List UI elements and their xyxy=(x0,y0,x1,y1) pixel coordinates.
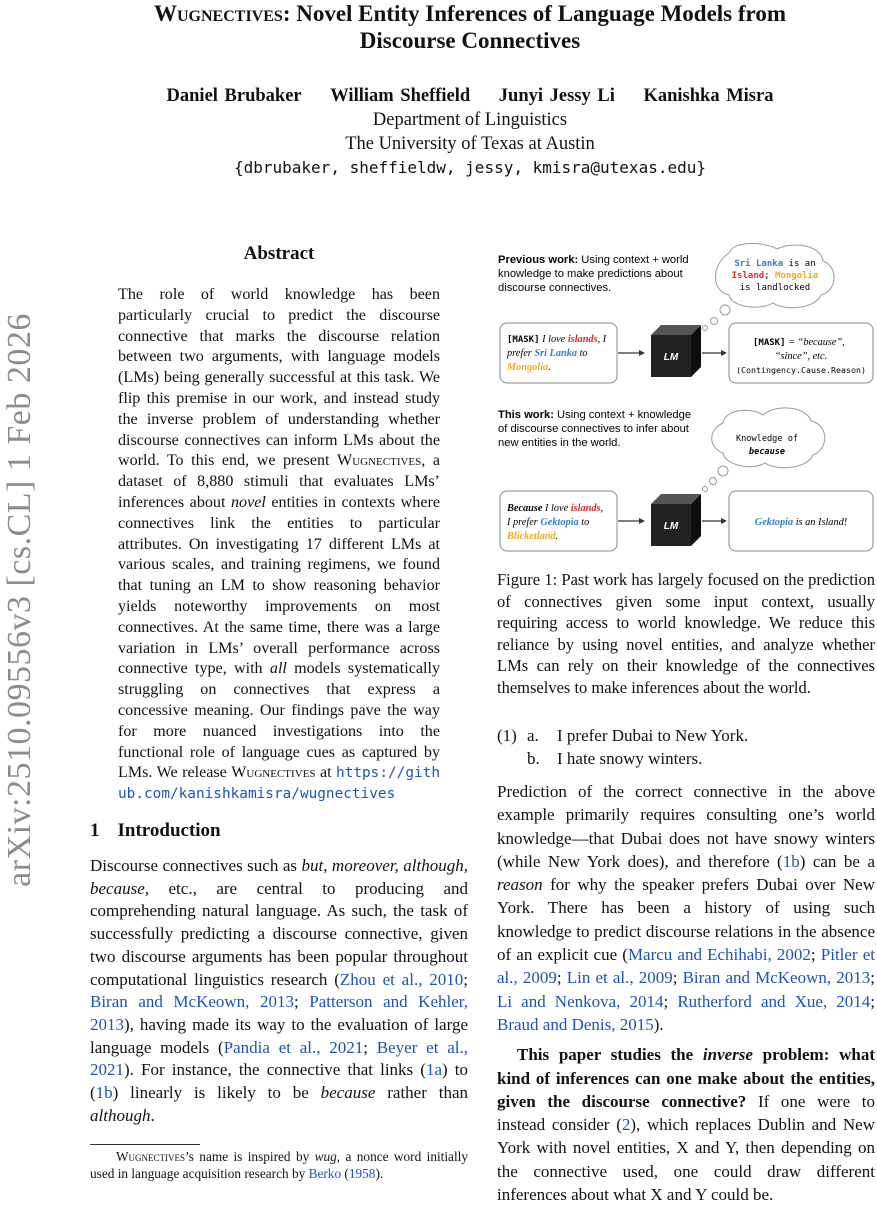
author-name: Kanishka Misra xyxy=(643,86,774,106)
abstract-body xyxy=(118,285,440,805)
body-text: Discourse connectives such as xyxy=(90,856,302,875)
citation-link[interactable]: Lin et al., 2009 xyxy=(566,968,673,988)
thought1-line1: Sri Lanka is an xyxy=(734,259,816,269)
thought-bubble-icon xyxy=(703,326,708,331)
abstract-emphasis: all xyxy=(269,660,287,678)
body-bold: problem: what kind of inferences can one make about the entities, given the discourse connective? xyxy=(497,1045,875,1111)
fig-prev-line2: knowledge to make predictions about xyxy=(498,268,683,280)
fig-prev-line3: discourse connectives. xyxy=(498,282,612,294)
figure-caption: Figure 1: Past work has largely focused on the prediction of connectives given some input context, usually requiring access to world knowledge. We reduce this reliance by using novel entities, and analyze whether LMs can rely on their knowledge of the connectives themselves to make inferences about the world. xyxy=(497,570,875,697)
fig-prev-heading: Previous work: Using context + world xyxy=(498,254,689,266)
arrow-head-icon xyxy=(721,350,727,356)
body-text: ), which replaces Dublin and New York with novel entities, X and Y, then depending on the connective used, one could draw different inferences about what X and Y could be. xyxy=(497,1115,875,1205)
arrow-head-icon xyxy=(639,518,645,524)
body-text: Prediction of the correct connective in the above example primarily requires consulting one’s world knowledge—that Dubai does not have snowy winters (while New York does), and therefore ( xyxy=(497,782,875,871)
body-text: for why the speaker prefers Dubai over New York. There has been a history of using such knowledge to predict discourse relations in the absence of an explicit cue ( xyxy=(497,875,875,965)
citation-link[interactable]: Zhou et al., 2010 xyxy=(339,969,464,989)
citation-link[interactable]: Biran and McKeown, 2013 xyxy=(90,992,294,1012)
author-list xyxy=(90,86,850,107)
right-column-body xyxy=(497,780,875,1206)
example-ref-link[interactable]: 2 xyxy=(621,1115,631,1135)
dataset-name: Wugnectives xyxy=(116,1149,186,1164)
linguistic-example xyxy=(497,725,875,770)
title-line1: : Novel Entity Inferences of Language Models from xyxy=(282,1,786,26)
input1-line2: prefer Sri Lanka to xyxy=(507,348,588,359)
figure-1 xyxy=(495,243,875,560)
input1-line3: Mongolia. xyxy=(507,362,551,373)
input2-line2: I prefer Gektopia to xyxy=(507,517,590,528)
body-text: ). xyxy=(653,1014,664,1034)
arxiv-id: arXiv:2510.09556v3 [cs.CL] 1 Feb 2026 xyxy=(1,313,38,887)
body-bold: This paper studies the xyxy=(517,1045,703,1065)
body-text: rather than xyxy=(375,1083,468,1103)
body-text: ; xyxy=(870,991,875,1011)
footnote-text: ’s name is inspired by xyxy=(185,1149,315,1164)
university: The University of Texas at Austin xyxy=(345,134,595,154)
example-label: b. xyxy=(527,748,540,768)
body-text: If one were to instead consider ( xyxy=(497,1091,875,1135)
arrow-head-icon xyxy=(721,518,727,524)
lm-label: LM xyxy=(663,521,679,532)
body-emphasis: because xyxy=(320,1083,376,1103)
body-text: ; xyxy=(663,991,678,1011)
citation-link[interactable]: Li and Nenkova, 2014 xyxy=(497,991,664,1011)
example-number: (1) xyxy=(497,726,517,745)
example-text: I hate snowy winters. xyxy=(557,748,703,768)
abstract-heading: Abstract xyxy=(243,243,315,264)
arrow-head-icon xyxy=(639,350,645,356)
body-text: ; xyxy=(810,945,821,965)
abstract-text: entities in contexts where connectives link the entities to particular attributes. On investigating 17 different LMs at various scales, and training regimens, we found that tuning an LM to show reasoning behavior yields noteworthy improvements on most connectives. At the same time, there was a large variation in LMs’ overall performance across connective type, with xyxy=(118,493,440,678)
section-title: Introduction xyxy=(117,820,221,841)
example-text: I prefer Dubai to New York. xyxy=(557,726,749,745)
thought-bubble-icon xyxy=(710,478,717,485)
dataset-name: Wugnectives xyxy=(231,764,316,782)
citation-link[interactable]: Beyer et al., 2021 xyxy=(90,1037,468,1080)
paragraph xyxy=(497,780,875,1036)
input1-line1: [MASK] I love islands, I xyxy=(507,334,607,345)
lm-label: LM xyxy=(663,352,679,363)
output1-line2: “since”, etc. xyxy=(774,351,828,362)
thought1-line3: is landlocked xyxy=(739,283,811,293)
citation-link[interactable]: Biran and McKeown, 2013 xyxy=(682,968,871,988)
body-bold-emphasis: inverse xyxy=(702,1045,753,1065)
citation-link[interactable]: Berko xyxy=(308,1166,342,1181)
arxiv-sidebar xyxy=(0,0,42,1200)
section-heading-introduction xyxy=(90,820,221,842)
title-line2: Discourse Connectives xyxy=(359,28,581,53)
footnote-text: ( xyxy=(341,1166,349,1181)
citation-link[interactable]: Braud and Denis, 2015 xyxy=(497,1014,654,1034)
thought-bubble-icon xyxy=(703,487,708,492)
body-emphasis: but, moreover, although, because, xyxy=(90,856,468,898)
output2-text: Gektopia is an Island! xyxy=(754,517,848,528)
example-label: a. xyxy=(527,726,539,745)
dataset-name: Wugnectives xyxy=(337,452,422,470)
body-text: ). For instance, the connective that links ( xyxy=(124,1060,426,1080)
thought2-line1: Knowledge of xyxy=(735,434,799,444)
thought-bubble-icon xyxy=(720,305,730,315)
output1-line3: (Contingency.Cause.Reason) xyxy=(736,365,866,375)
citation-link[interactable]: Marcu and Echihabi, 2002 xyxy=(627,945,811,965)
body-text: ; xyxy=(363,1037,377,1057)
citation-link[interactable]: Patterson and Kehler, 2013 xyxy=(90,992,468,1034)
lm-cube-icon xyxy=(651,325,701,377)
footnote-rule xyxy=(90,1144,200,1145)
body-text: etc., are central to producing and comprehending natural language. As such, the task of successfully predicting a discourse connective, given two discourse arguments has been popular throughout computational linguistics research ( xyxy=(90,878,468,989)
body-text: ) can be a xyxy=(799,851,875,871)
title-dataset-name: Wugnectives xyxy=(154,1,283,26)
example-ref-link[interactable]: 1b xyxy=(782,851,800,871)
example-ref-link[interactable]: 1a xyxy=(425,1060,442,1080)
body-text: ; xyxy=(293,992,310,1012)
thought1-line2: Island; Mongolia xyxy=(731,271,819,281)
footnote xyxy=(90,1148,468,1182)
example-ref-link[interactable]: 1b xyxy=(95,1083,113,1103)
paragraph xyxy=(497,1043,875,1206)
citation-link[interactable]: Pandia et al., 2021 xyxy=(223,1037,364,1057)
body-text: ; xyxy=(463,969,468,989)
author-name: Junyi Jessy Li xyxy=(498,86,615,106)
footnote-text: ). xyxy=(375,1166,384,1181)
body-text: ) linearly is likely to be xyxy=(112,1083,321,1103)
author-emails: {dbrubaker, sheffieldw, jessy, kmisra@utexas.edu} xyxy=(233,158,706,177)
abstract-text: , a dataset of 8,880 stimuli that evaluates LMs’ inferences about xyxy=(118,452,440,511)
author-name: Daniel Brubaker xyxy=(166,86,302,106)
body-text: . xyxy=(150,1105,155,1125)
input2-line3: Blicketland. xyxy=(507,531,559,542)
example-row-a xyxy=(497,725,875,748)
output1-line1: [MASK] = “because”, xyxy=(753,337,845,348)
body-text: ; xyxy=(672,968,683,988)
body-emphasis: although xyxy=(90,1105,151,1125)
department: Department of Linguistics xyxy=(372,110,568,130)
abstract-text: at xyxy=(315,764,337,782)
lm-cube-icon xyxy=(651,494,701,546)
body-text: ), having made its way to the evaluation of large language models ( xyxy=(90,1014,468,1057)
footnote-emphasis: wug xyxy=(314,1149,337,1164)
body-text: ; xyxy=(870,968,875,988)
fig-this-heading: This work: Using context + knowledge xyxy=(498,409,692,421)
citation-link[interactable]: Rutherford and Xue, 2014 xyxy=(677,991,871,1011)
footnote-text: , a nonce word initially used in language acquisition research by xyxy=(90,1149,468,1181)
abstract-text: models systematically struggling on connectives that express a concessive meaning. Our findings pave the way for more nuanced investigations into the functional role of language cues as captured by LMs. We release xyxy=(118,660,441,782)
input2-line1: Because I love islands, xyxy=(507,503,604,514)
body-text: ; xyxy=(556,968,567,988)
citation-link[interactable]: 1958 xyxy=(348,1166,376,1181)
abstract-emphasis: novel xyxy=(230,493,266,511)
body-text: ) to ( xyxy=(90,1060,468,1103)
thought-bubble-icon xyxy=(711,318,718,325)
thought2-line2: because xyxy=(748,447,786,457)
abstract-text: The role of world knowledge has been particularly crucial to predict the discourse connective that marks the discourse relation between two arguments, with language models (LMs) being generally successful at this task. We flip this premise in our work, and instead study the inverse problem of understanding whether discourse connectives can inform LMs about the world. To this end, we present xyxy=(118,286,440,470)
author-name: William Sheffield xyxy=(330,86,471,106)
fig-this-line3: new entities in the world. xyxy=(498,437,621,449)
citation-link[interactable]: Pitler et al., 2009 xyxy=(497,945,875,988)
body-emphasis: reason xyxy=(497,875,543,895)
fig-this-line2: of discourse connectives to infer about xyxy=(498,423,689,435)
thought-bubble-icon xyxy=(718,466,728,476)
repo-link[interactable]: https://github.com/kanishkamisra/wugnectives xyxy=(118,765,440,803)
example-row-b xyxy=(497,748,875,771)
introduction-body xyxy=(90,855,468,1127)
paper-title xyxy=(90,0,850,54)
section-number: 1 xyxy=(90,820,100,841)
